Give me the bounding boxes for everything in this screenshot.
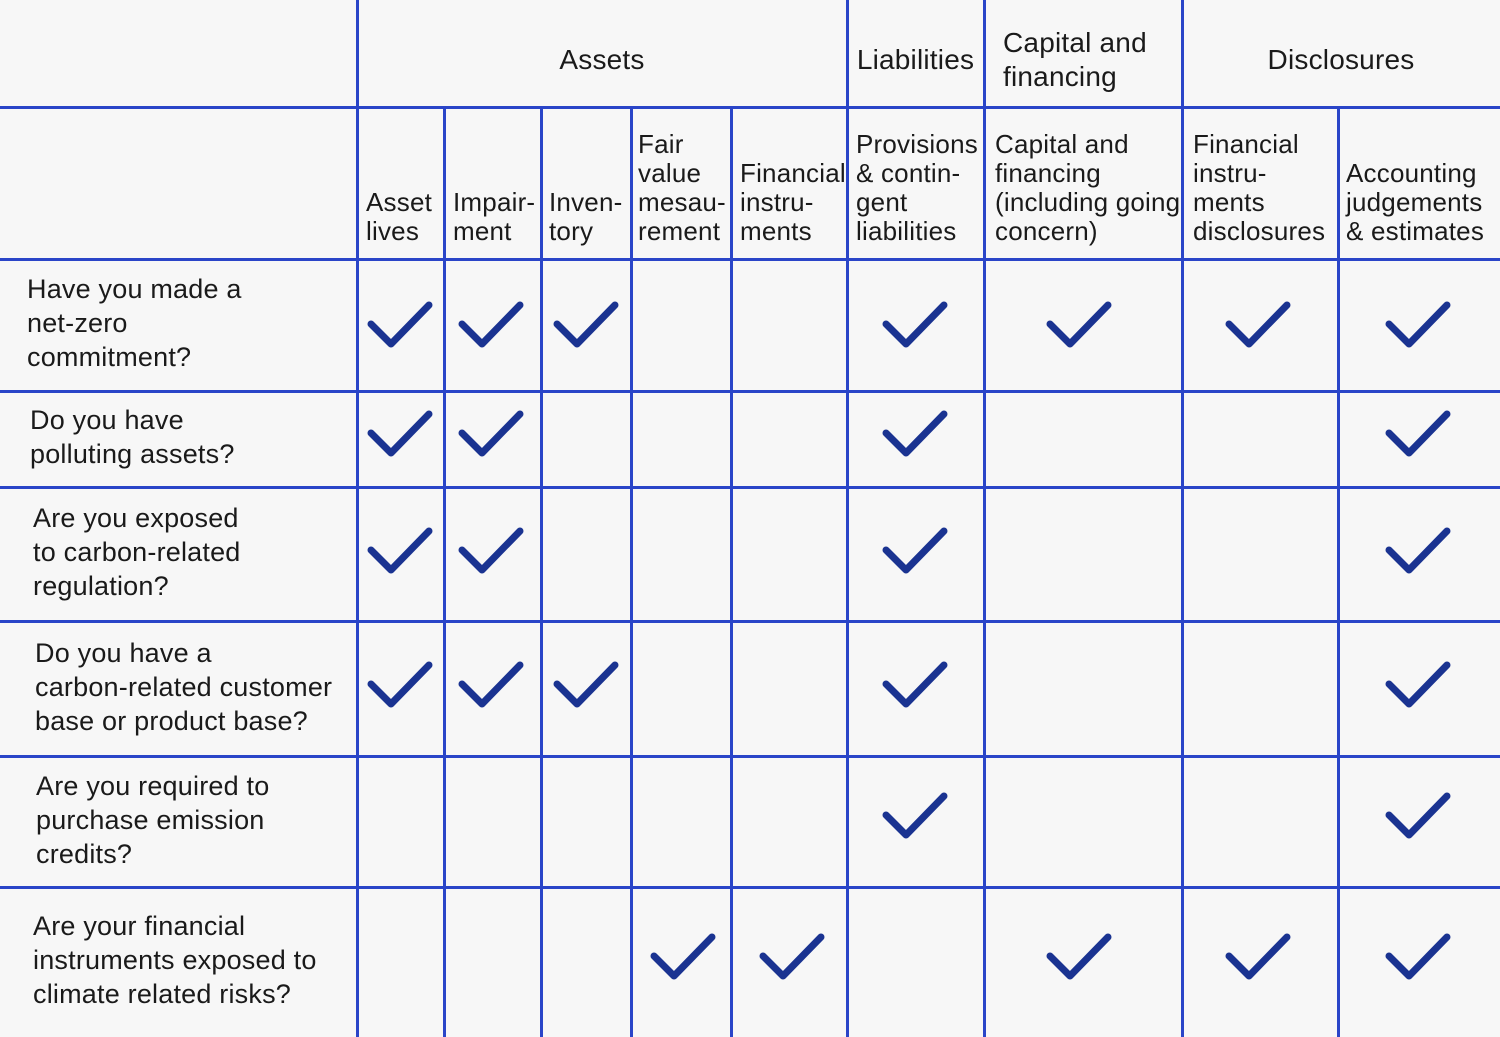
column-header: Inven- tory [549, 187, 623, 246]
row-question: Have you made a net-zero commitment? [27, 274, 242, 372]
checkmark-icon [1046, 299, 1112, 351]
checkmark-icon [367, 525, 433, 577]
grid-vertical-line [983, 0, 986, 1037]
grid-horizontal-line [0, 486, 1500, 489]
grid-horizontal-line [0, 390, 1500, 393]
checkmark-icon [367, 299, 433, 351]
checkmark-icon [1385, 931, 1451, 983]
grid-horizontal-line [0, 755, 1500, 758]
grid-vertical-line [1181, 0, 1184, 1037]
grid-vertical-line [443, 107, 446, 1037]
checkmark-icon [882, 299, 948, 351]
column-header: Fair value mesau- rement [638, 129, 726, 246]
grid-vertical-line [730, 107, 733, 1037]
grid-horizontal-line [0, 886, 1500, 889]
checkmark-icon [882, 525, 948, 577]
checkmark-icon [1046, 931, 1112, 983]
row-question: Are you required to purchase emission credits? [36, 770, 270, 869]
checkmark-icon [458, 659, 524, 711]
group-header: Disclosures [1267, 44, 1415, 75]
checkmark-icon [1225, 931, 1291, 983]
row-question: Are your financial instruments exposed to climate related risks? [33, 911, 317, 1009]
column-header: Capital and financing (including going concern) [995, 129, 1181, 246]
column-header: Financial instru- ments disclosures [1193, 129, 1326, 246]
checkmark-icon [1385, 299, 1451, 351]
group-header: Liabilities [856, 44, 975, 75]
group-header: Capital and financing [1003, 27, 1147, 92]
grid-horizontal-line [0, 106, 1500, 109]
checkmark-icon [553, 659, 619, 711]
column-header: Financial instru- ments [740, 158, 846, 246]
checkmark-icon [458, 408, 524, 460]
grid-vertical-line [356, 0, 359, 1037]
checkmark-icon [759, 931, 825, 983]
checkmark-icon [650, 931, 716, 983]
column-header: Asset lives [366, 187, 433, 246]
checkmark-icon [458, 525, 524, 577]
checkmark-icon [367, 408, 433, 460]
checkmark-icon [1385, 659, 1451, 711]
checkmark-icon [1385, 408, 1451, 460]
checkmark-icon [367, 659, 433, 711]
grid-horizontal-line [0, 258, 1500, 261]
checkmark-icon [1385, 790, 1451, 842]
checkmark-icon [458, 299, 524, 351]
grid-vertical-line [846, 0, 849, 1037]
checkmark-icon [882, 408, 948, 460]
grid-horizontal-line [0, 620, 1500, 623]
group-header: Assets [559, 44, 645, 75]
checkmark-icon [882, 790, 948, 842]
grid-vertical-line [630, 107, 633, 1037]
checkmark-icon [1225, 299, 1291, 351]
grid-vertical-line [540, 107, 543, 1037]
row-question: Are you exposed to carbon-related regulation? [33, 503, 241, 601]
row-question: Do you have a carbon-related customer base or product base? [35, 637, 333, 736]
row-question: Do you have polluting assets? [30, 405, 235, 469]
column-header: Provisions & contin- gent liabilities [856, 129, 978, 246]
checkmark-icon [553, 299, 619, 351]
column-header: Accounting judgements & estimates [1346, 158, 1485, 246]
grid-vertical-line [1337, 107, 1340, 1037]
column-header: Impair- ment [453, 187, 536, 246]
checkmark-icon [882, 659, 948, 711]
checkmark-icon [1385, 525, 1451, 577]
